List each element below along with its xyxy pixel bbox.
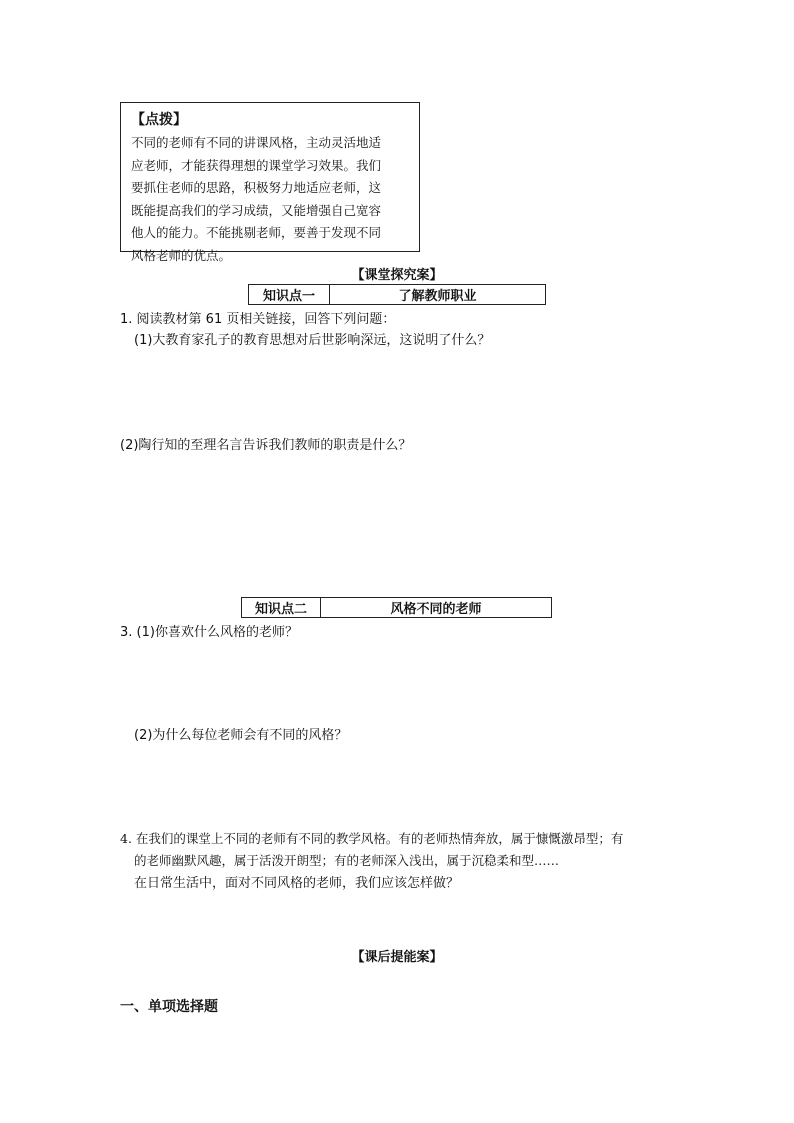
knowledge-point-2-table	[241, 597, 552, 618]
part-1-title: 一、单项选择题	[120, 999, 218, 1015]
kp1-title: 了解教师职业	[330, 285, 546, 305]
tip-line: 要抓住老师的思路，积极努力地适应老师，这	[131, 180, 382, 196]
question-3-sub-2: (2)为什么每位老师会有不同的风格？	[134, 728, 348, 743]
classroom-section-title: 【课堂探究案】	[351, 268, 443, 283]
question-1-sub-1: (1)大教育家孔子的教育思想对后世影响深远，这说明了什么？	[134, 333, 491, 348]
tip-box	[120, 102, 420, 263]
tip-line: 他人的能力。不能挑剔老师，要善于发现不同	[131, 225, 382, 241]
question-1-stem: 1. 阅读教材第 61 页相关链接，回答下列问题：	[120, 312, 396, 327]
question-4-line-2: 的老师幽默风趣，属于活泼开朗型；有的老师深入浅出，属于沉稳柔和型……	[134, 853, 560, 868]
tip-line: 不同的老师有不同的讲课风格，主动灵活地适	[131, 135, 382, 150]
kp2-title: 风格不同的老师	[321, 598, 552, 618]
kp1-label: 知识点一	[249, 285, 330, 305]
question-4-line-1: 4. 在我们的课堂上不同的老师有不同的教学风格。有的老师热情奔放，属于慷慨激昂型；有	[120, 831, 624, 846]
after-class-section-title: 【课后提能案】	[351, 950, 443, 965]
question-1-sub-2: (2)陶行知的至理名言告诉我们教师的职责是什么？	[120, 438, 412, 453]
tip-title: 【点拨】	[131, 112, 187, 128]
question-4-line-3: 在日常生活中，面对不同风格的老师，我们应该怎样做？	[134, 876, 460, 891]
tip-line: 风格老师的优点。	[131, 247, 232, 263]
tip-text	[131, 132, 409, 268]
question-3-sub-1: 3. (1)你喜欢什么风格的老师？	[120, 625, 298, 640]
tip-line: 应老师，才能获得理想的课堂学习效果。我们	[131, 157, 382, 173]
knowledge-point-1-table	[248, 284, 546, 305]
tip-line: 既能提高我们的学习成绩，又能增强自己宽容	[131, 202, 382, 218]
kp2-label: 知识点二	[242, 598, 321, 618]
